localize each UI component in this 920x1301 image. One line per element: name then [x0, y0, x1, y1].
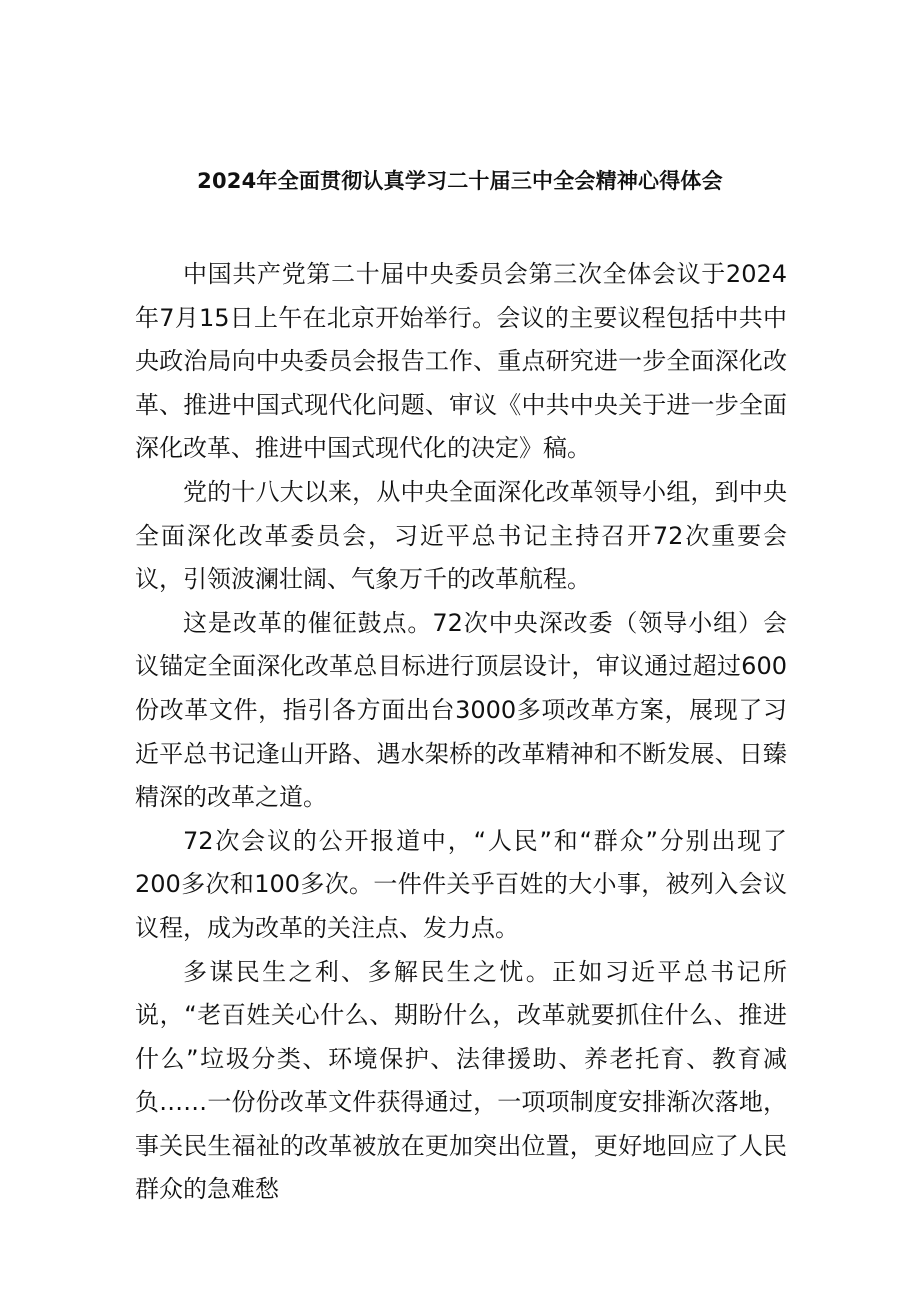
- paragraph-3: 这是改革的催征鼓点。72次中央深改委（领导小组）会议锚定全面深化改革总目标进行顶层设计，审议通过超过600份改革文件，指引各方面出台3000多项改革方案，展现了习近平总书记逢山开路、遇水架桥的改革精神和不断发展、日臻精深的改革之道。: [135, 608, 787, 812]
- paragraph-1: 中国共产党第二十届中央委员会第三次全体会议于2024年7月15日上午在北京开始举行。会议的主要议程包括中共中央政治局向中央委员会报告工作、重点研究进一步全面深化改革、推进中国式现代化问题、审议《中共中央关于进一步全面深化改革、推进中国式现代化的决定》稿。: [135, 260, 787, 463]
- paragraph-2: 党的十八大以来，从中央全面深化改革领导小组，到中央全面深化改革委员会，习近平总书记主持召开72次重要会议，引领波澜壮阔、气象万千的改革航程。: [135, 477, 787, 594]
- document-title: 2024年全面贯彻认真学习二十届三中全会精神心得体会: [197, 169, 723, 193]
- paragraph-4: 72次会议的公开报道中，“人民”和“群众”分别出现了200多次和100多次。一件件关乎百姓的大小事，被列入会议议程，成为改革的关注点、发力点。: [135, 826, 787, 942]
- document-body: [135, 253, 787, 1212]
- paragraph-5: 多谋民生之利、多解民生之忧。正如习近平总书记所说，“老百姓关心什么、期盼什么，改革就要抓住什么、推进什么”垃圾分类、环境保护、法律援助、养老托育、教育减负……一份份改革文件获得通过，一项项制度安排渐次落地，事关民生福祉的改革被放在更加突出位置，更好地回应了人民群众的急难愁: [135, 957, 787, 1204]
